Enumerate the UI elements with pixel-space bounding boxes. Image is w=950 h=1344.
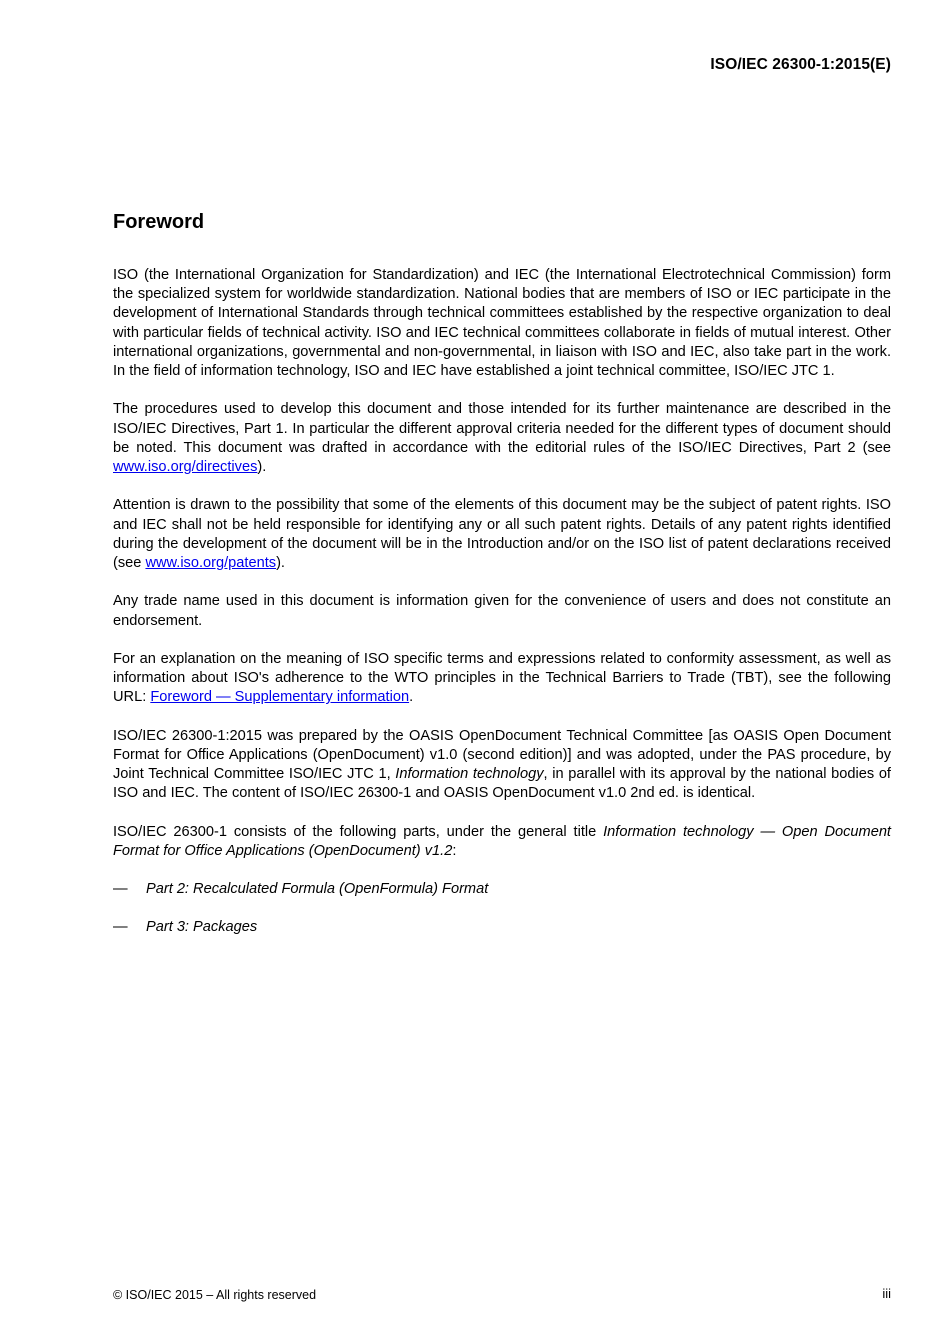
paragraph-procedures-end: ). [257,459,267,476]
paragraph-parts-intro-italic: Information technology — Open Document Format for Office Applications (OpenDocument) v1.2 [113,823,891,859]
page-title: Foreword [113,211,205,233]
list-item-label: Part 3: Packages [146,918,258,935]
paragraph-prepared-by-italic: Information technology [395,766,544,783]
paragraph-conformity-text: For an explanation on the meaning of ISO specific terms and expressions related to conformity assessment, as well as information about ISO's adherence to the WTO principles in the Technical Barriers to Trade (TBT), see the following URL: [113,651,891,706]
page-number: iii [882,1286,891,1301]
paragraph-prepared-by [113,727,891,804]
paragraph-prepared-by-end: , in parallel with its approval by the national bodies of ISO and IEC. The content of ISO/IEC 26300-1 and OASIS OpenDocument v1.0 2nd ed. is identical. [113,766,891,802]
directives-link[interactable]: www.iso.org/directives [113,459,258,476]
paragraph-parts-intro [113,823,891,861]
paragraph-patents-text: Attention is drawn to the possibility that some of the elements of this document may be the subject of patent rights. ISO and IEC shall not be held responsible for identifying any or all such patent rights. Details of any patent rights identified during the development of the document will be in the Introduction and/or on the ISO list of patent declarations received (see [113,497,891,572]
list-dash: — [113,881,128,898]
paragraph-procedures-text: The procedures used to develop this document and those intended for its further maintenance are described in the ISO/IEC Directives, Part 1. In particular the different approval criteria needed for the different types of document should be noted. This document was drafted in accordance with the editorial rules of the ISO/IEC Directives, Part 2 (see [113,401,891,456]
list-dash: — [113,918,128,935]
paragraph-patents-end: ). [276,555,285,572]
paragraph-patents [113,496,891,573]
paragraph-trade-name: Any trade name used in this document is information given for the convenience of users and does not constitute an endorsement. [113,593,891,629]
main-content [113,208,891,955]
paragraph-parts-intro-end: : [452,843,457,859]
list-item-part-3 [113,918,891,937]
list-item-label: Part 2: Recalculated Formula (OpenFormula) Format [146,881,489,898]
supplementary-info-link[interactable]: Foreword — Supplementary information [150,689,410,706]
paragraph-iso-iec-intro: ISO (the International Organization for Standardization) and IEC (the International Electrotechnical Commission) form the specialized system for worldwide standardization. National bodies that are members of ISO or IEC participate in the development of International Standards through technical committees established by the respective organization to deal with particular fields of technical activity. ISO and IEC technical committees collaborate in fields of mutual interest. Other international organizations, governmental and non-governmental, in liaison with ISO and IEC, also take part in the work. In the field of information technology, ISO and IEC have established a joint technical committee, ISO/IEC JTC 1. [113,267,891,380]
paragraph-conformity-end: . [409,689,414,706]
document-id: ISO/IEC 26300-1:2015(E) [710,56,891,73]
paragraph-parts-intro-text: ISO/IEC 26300-1 consists of the following parts, under the general title [113,823,604,840]
patents-link[interactable]: www.iso.org/patents [145,555,277,572]
paragraph-conformity [113,650,891,708]
list-item-part-2 [113,880,891,899]
paragraph-procedures [113,400,891,477]
footer-copyright: © ISO/IEC 2015 – All rights reserved [113,1288,317,1302]
paragraph-prepared-by-text: ISO/IEC 26300-1:2015 was prepared by the OASIS OpenDocument Technical Committee [as OASIS Open Document Format for Office Applications (OpenDocument) v1.0 (second edition)] and was adopted, under the PAS procedure, by Joint Technical Committee ISO/IEC JTC 1, [113,727,891,783]
